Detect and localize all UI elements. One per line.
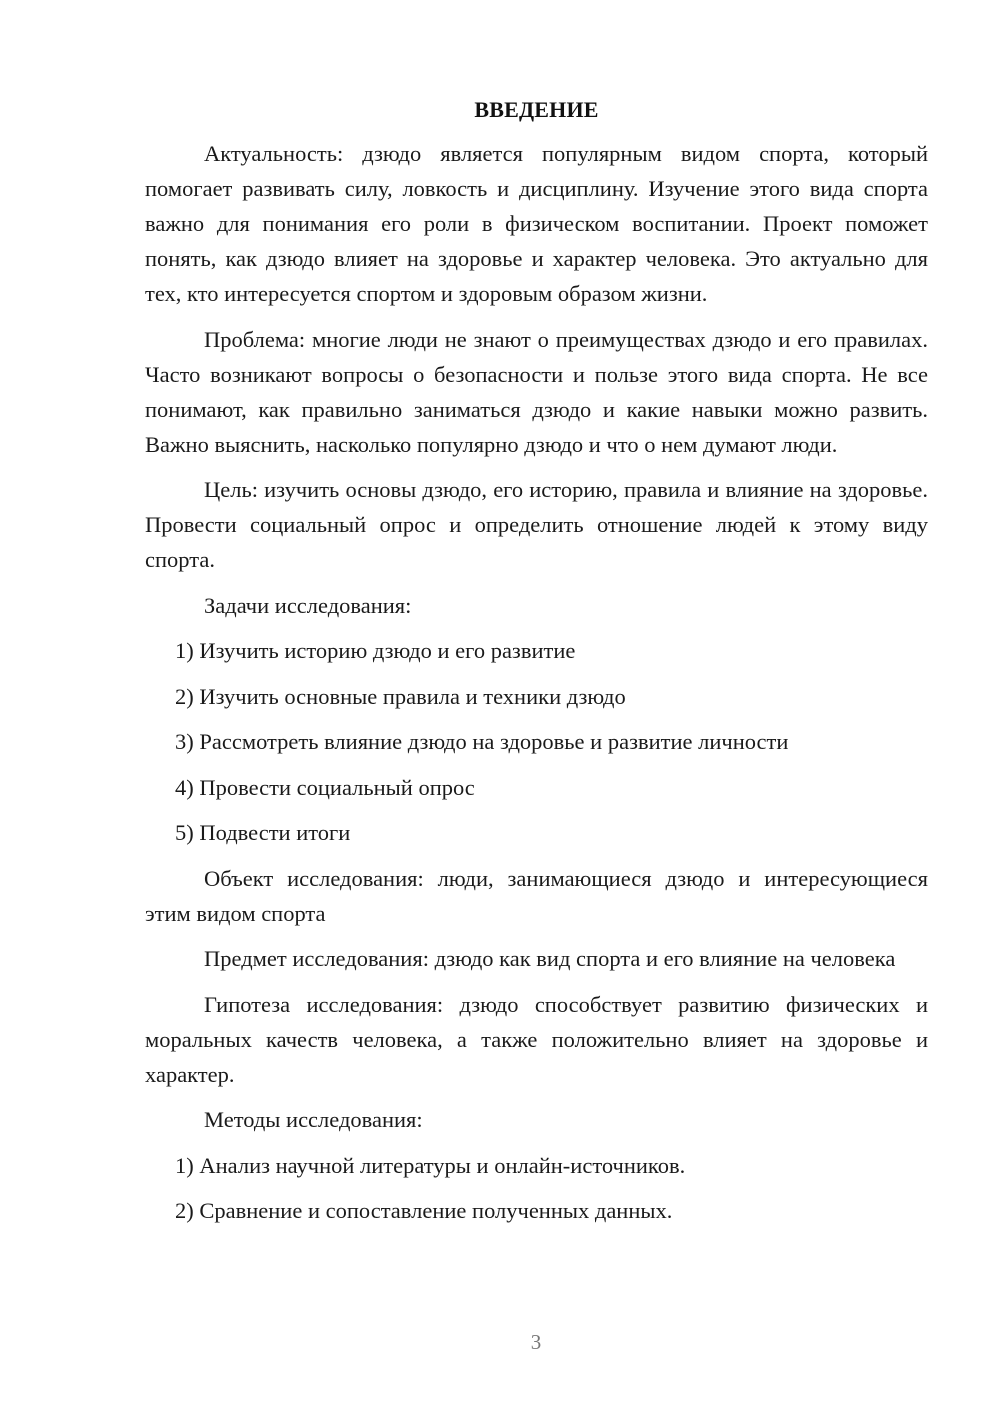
task-item: 4) Провести социальный опрос [175,774,475,800]
task-item: 3) Рассмотреть влияние дзюдо на здоровье и развитие личности [175,729,789,754]
page-number: 3 [530,1330,542,1354]
object-paragraph: Объект исследования: люди, занимающиеся дзюдо и интересующиеся этим видом спорта [145,865,928,926]
methods-heading: Методы исследования: [204,1107,423,1132]
goal-paragraph: Цель: изучить основы дзюдо, его историю, правила и влияние на здоровье. Провести социальный опрос и определить отношение людей к этому виду спорта. [145,477,928,572]
task-item: 1) Изучить историю дзюдо и его развитие [175,638,576,663]
task-item: 2) Изучить основные правила и техники дзюдо [175,683,626,709]
relevance-paragraph: Актуальность: дзюдо является популярным видом спорта, который помогает развивать силу, ловкость и дисциплину. Изучение этого вида спорта важно для понимания его роли в физическом воспитании. Проект поможет понять, как дзюдо влияет на здоровье и характер человека. Это актуально для тех, кто интересуется спортом и здоровым образом жизни. [145,141,928,306]
document-page [145,92,928,1239]
problem-paragraph: Проблема: многие люди не знают о преимуществах дзюдо и его правилах. Часто возникают вопросы о безопасности и пользе этого вида спорта. Не все понимают, как правильно заниматься дзюдо и какие навыки можно развить. Важно выяснить, насколько популярно дзюдо и что о нем думают люди. [145,326,928,457]
tasks-heading: Задачи исследования: [204,592,412,618]
subject-paragraph: Предмет исследования: дзюдо как вид спорта и его влияние на человека [204,946,896,971]
method-item: 2) Сравнение и сопоставление полученных данных. [175,1198,673,1223]
section-title: ВВЕДЕНИЕ [474,97,599,122]
hypothesis-paragraph: Гипотеза исследования: дзюдо способствует развитию физических и моральных качеств человека, а также положительно влияет на здоровье и характер. [145,991,928,1087]
method-item: 1) Анализ научной литературы и онлайн-источников. [175,1152,686,1178]
task-item: 5) Подвести итоги [175,820,351,845]
